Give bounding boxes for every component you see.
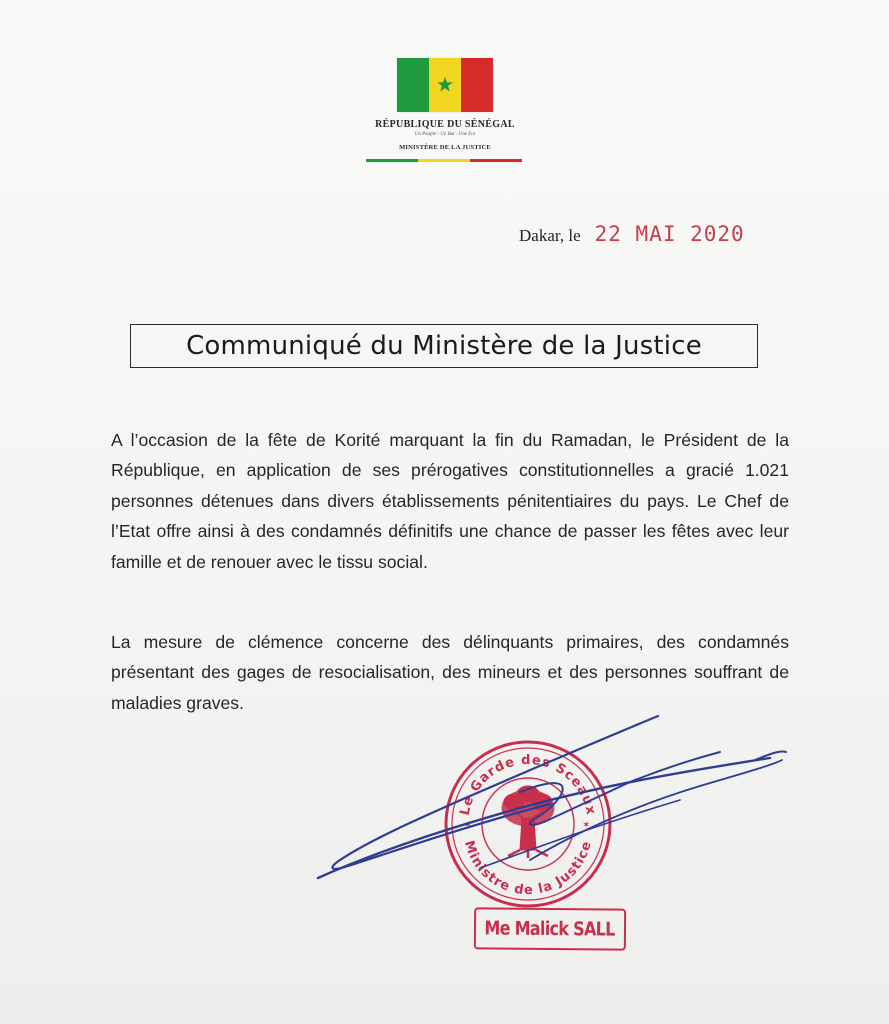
title-box: [130, 324, 758, 368]
page-title: Communiqué du Ministère de la Justice: [186, 331, 702, 361]
svg-text:✶: ✶: [582, 820, 591, 831]
flag-band-red: [461, 58, 493, 112]
svg-text:✶: ✶: [464, 820, 473, 831]
date-prefix: Dakar, le: [519, 226, 581, 245]
flag-band-green: [397, 58, 429, 112]
national-motto: Un Peuple - Un But - Une Foi: [414, 132, 476, 137]
signatory-name-stamp: [474, 907, 626, 950]
date-line: [519, 222, 745, 246]
body-paragraph-2: La mesure de clémence concerne des délinquants primaires, des condamnés présentant des gages de resocialisation, des mineurs et des personnes souffrant de maladies graves.: [111, 632, 789, 713]
date-stamp: 22 MAI 2020: [594, 222, 745, 246]
republic-name: RÉPUBLIQUE DU SÉNÉGAL: [375, 119, 515, 130]
body-paragraph-1: A l’occasion de la fête de Korité marquant la fin du Ramadan, le Président de la République, en application de ses prérogatives constitutionnelles a gracié 1.021 personnes détenues dans divers établissements pénitentiaires du pays. Le Chef de l’Etat offre ainsi à des condamnés définitifs une chance de passer les fêtes avec leur famille et de renouer avec le tissu social.: [111, 430, 789, 572]
signatory-name: Me Malick SALL: [484, 917, 616, 941]
svg-text:Le Garde des Sceaux: Le Garde des Sceaux: [457, 752, 599, 817]
tricolor-rule: [366, 159, 522, 162]
handwritten-signature: [300, 700, 860, 940]
star-icon: [436, 76, 454, 94]
ministry-name: MINISTÈRE DE LA JUSTICE: [399, 144, 491, 151]
senegal-flag: [397, 58, 493, 112]
svg-text:Ministre de la Justice: Ministre de la Justice: [460, 838, 595, 899]
